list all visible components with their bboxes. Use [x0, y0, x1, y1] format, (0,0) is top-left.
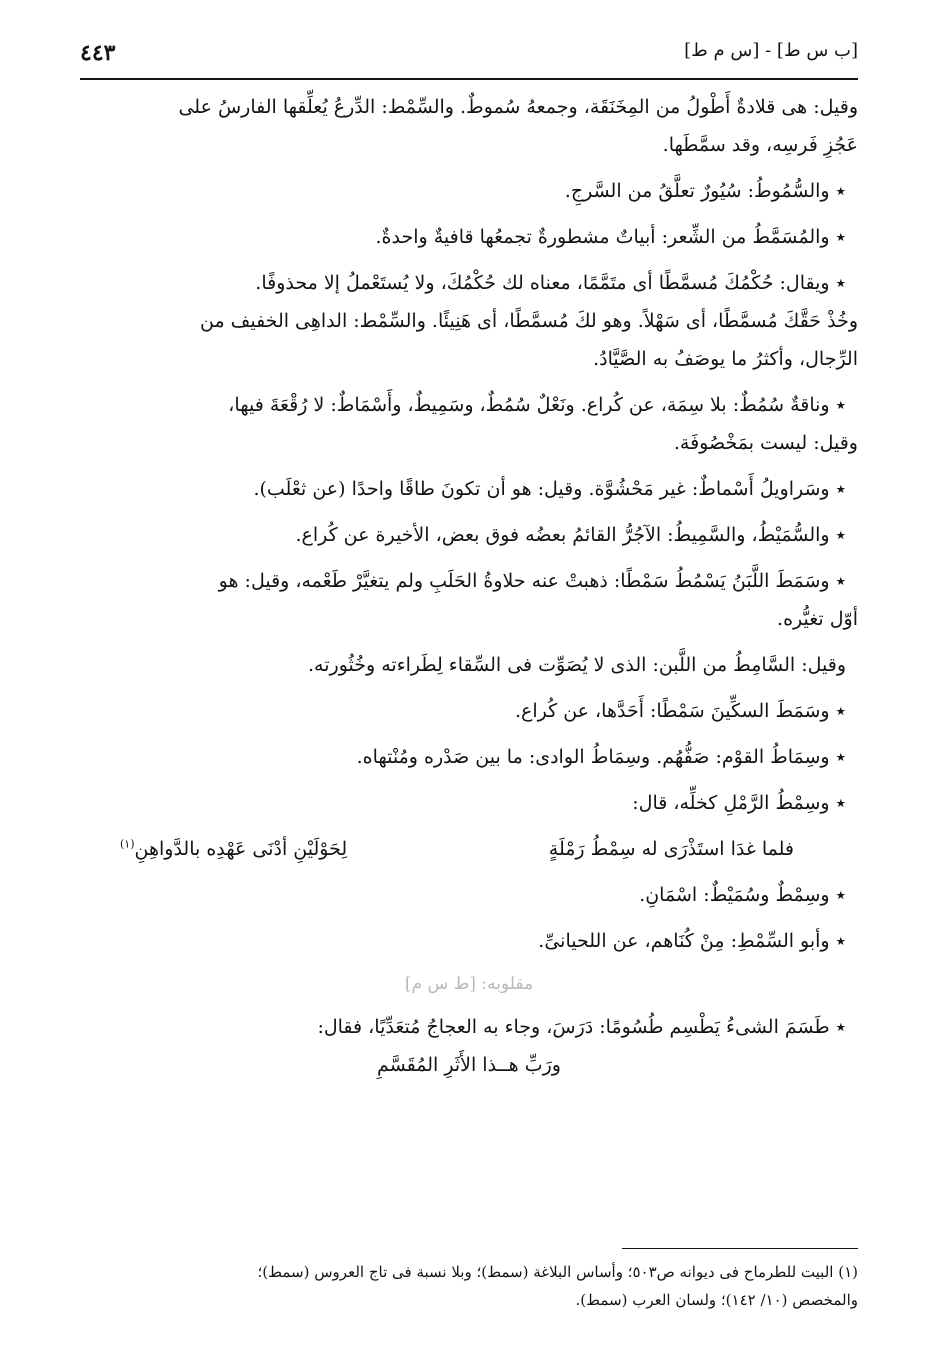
header-rule — [80, 78, 858, 80]
paragraph — [80, 562, 858, 638]
text-line: عَجُزِ فَرسِه، وقد سمَّطَها. — [662, 134, 858, 156]
text-line: وخُذْ حَقَّكَ مُسمَّطًا، أى سَهْلاً. وهو لكَ مُسمَّطًا، أى هَنِيئًا. والسِّمْط: الداهِى الخفيف من — [199, 310, 858, 332]
running-head: [ب س ط] - [س م ط] — [684, 40, 858, 61]
entry-line: ٭ وسِمَاطُ القوْم: صَفُّهُم. وسِمَاطُ الوادى: ما بين صَدْره ومُنْتهاه. — [356, 746, 846, 768]
poem-verse — [80, 830, 858, 868]
entry-line: ٭ وسِمْطُ الرَّمْلِ كخلِّه، قال: — [632, 792, 846, 814]
entry-line: وقيل: السَّامِطُ من اللَّبن: الذى لا يُصَوِّت فى السِّقاء لِطَراءته وخُثُورته. — [308, 654, 846, 676]
poem-hemistich-left — [120, 830, 347, 868]
text-line: ٭ ويقال: حُكْمُكَ مُسمَّطًا أى متَمَّمًا، معناه لك حُكْمُكَ، ولا يُستَعْملُ إلا محذوفًا. — [255, 272, 846, 294]
entry-line: ٭ طَسَمَ الشىءُ يَطْسِم طُسُومًا: دَرَسَ، وجاء به العجاجُ مُتعَدِّيًا، فقال: — [317, 1016, 846, 1038]
footnote-line: (١) البيت للطرماح فى ديوانه ص٥٠٣؛ وأساس البلاغة (سمط)؛ وبلا نسبة فى تاج العروس (سمط)؛ — [257, 1263, 858, 1281]
footnotes — [80, 1258, 858, 1314]
paragraph — [80, 264, 858, 378]
root-heading: مقلوبه: [ط س م] — [404, 974, 534, 994]
text-line: أوّل تغيُّره. — [777, 608, 858, 630]
entry-line: ٭ والسُّمُوطُ: سُيُورٌ تعلَّقُ من السَّرجِ. — [564, 180, 846, 202]
page-header — [80, 40, 858, 70]
text-line: وقيل: هى قلادةٌ أَطْولُ من المِخَنَقَة، وجمعهُ سُموطٌ. والسِّمْط: الدِّرعُ يُعلِّقها الفارسُ على — [178, 96, 858, 118]
entry-line: ٭ والسُّمَيْطُ، والسَّمِيطُ: الآجُرُّ القائمُ بعضُه فوق بعض، الأخيرة عن كُراع. — [295, 524, 846, 546]
text-line: الرِّجال، وأكثرُ ما يوصَفُ به الصَّيَّادُ. — [593, 348, 858, 370]
entry-line: ٭ وسِمْطٌ وسُمَيْطٌ: اسْمَانِ. — [639, 884, 846, 906]
page-number: ٤٤٣ — [80, 40, 116, 66]
footnote-marker[interactable]: (١) — [120, 837, 135, 851]
entry-line: ٭ وسَمَطَ السكِّينَ سَمْطًا: أَحَدَّها، عن كُراع. — [514, 700, 846, 722]
paragraph — [80, 88, 858, 164]
entry-line: ٭ وسَراويلُ أَسْماطٌ: غير مَحْشُوَّة. وقيل: هو أن تكونَ طاقًا واحدًا (عن ثعْلَب). — [253, 478, 846, 500]
text-line: وقيل: ليست بمَخْصُوفَة. — [673, 432, 858, 454]
entry-line: ٭ والمُسَمَّطُ من الشِّعر: أبياتٌ مشطورةٌ تجمعُها قافيةٌ واحدةٌ. — [375, 226, 846, 248]
text-line: ٭ وسَمَطَ اللَّبَنُ يَسْمُطُ سَمْطًا: ذهبتْ عنه حلاوةُ الحَلَبِ ولم يتغيَّرْ طَعْمه، وقيل: هو — [218, 570, 846, 592]
footnote-rule — [622, 1248, 858, 1249]
entry-line: ٭ وأبو السِّمْطِ: مِنْ كُنَاهم، عن اللحيانىِّ. — [538, 930, 846, 952]
poem-hemistich-right: فلما غدَا استَذْرَى له سِمْطُ رَمْلَةٍ — [548, 838, 794, 860]
text-line: ٭ وناقةٌ سُمُطٌ: بلا سِمَة، عن كُراع. ونَعْلٌ سُمُطٌ، وسَمِيطٌ، وأَسْمَاطٌ: لا رُقْعَةَ فيها، — [228, 394, 846, 416]
footnote-line: والمخصص (١٠/ ١٤٢)؛ ولسان العرب (سمط). — [575, 1291, 858, 1309]
poem-hemistich-left-text: لِحَوْلَيْنِ أدْنَى عَهْدِه بالدَّواهِنِ — [134, 838, 348, 860]
main-text — [80, 88, 858, 1084]
paragraph — [80, 386, 858, 462]
poem-line: ورَبِّ هــذا الأَثَرِ المُقَسَّمِ — [377, 1054, 561, 1076]
